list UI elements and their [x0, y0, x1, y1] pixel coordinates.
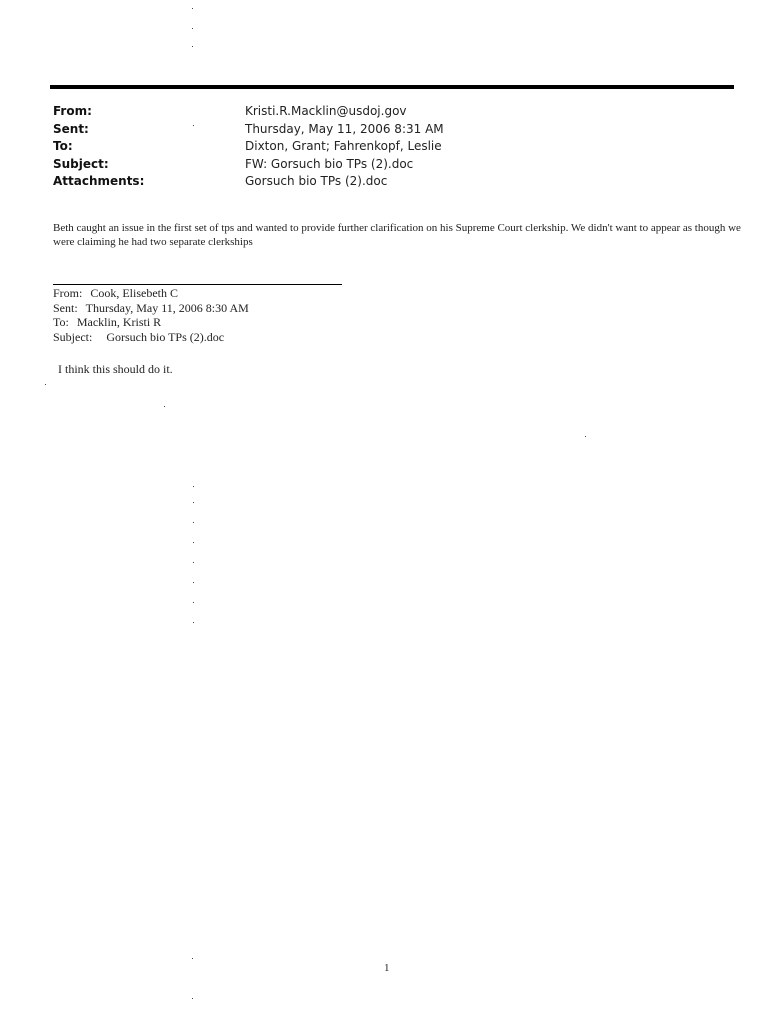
quoted-to-value: Macklin, Kristi R — [76, 315, 162, 329]
quoted-sent-label: Sent: — [53, 300, 78, 315]
from-row — [53, 103, 444, 121]
scan-speck — [193, 622, 194, 623]
scan-speck — [192, 958, 193, 959]
scan-speck — [193, 502, 194, 503]
quoted-divider — [53, 284, 342, 285]
quoted-from-label: From: — [53, 286, 83, 300]
scan-speck — [193, 522, 194, 523]
quoted-subject-row — [53, 330, 249, 345]
quoted-to-row — [53, 315, 249, 330]
subject-row — [53, 156, 444, 174]
from-value: Kristi.R.Macklin@usdoj.gov — [245, 104, 407, 118]
quoted-subject-label: Subject: — [53, 329, 93, 344]
sent-row — [53, 121, 444, 139]
quoted-message: I think this should do it. — [58, 362, 173, 376]
scan-speck — [192, 8, 193, 9]
scan-speck — [193, 602, 194, 603]
message-body: Beth caught an issue in the first set of tps and wanted to provide further clarification on his Supreme Court clerkship. We didn't want to appear as though we were claiming he had two separate clerkships — [53, 222, 741, 248]
sent-value: Thursday, May 11, 2006 8:31 AM — [245, 121, 444, 136]
scan-speck — [193, 486, 194, 487]
scan-speck — [192, 998, 193, 999]
attachments-value: Gorsuch bio TPs (2).doc — [245, 174, 388, 188]
scan-speck — [193, 542, 194, 543]
to-label: To: — [53, 139, 73, 153]
scan-speck — [585, 436, 586, 437]
email-header — [53, 103, 444, 191]
attachments-row — [53, 173, 444, 191]
quoted-header — [53, 286, 249, 344]
quoted-sent-value: Thursday, May 11, 2006 8:30 AM — [85, 300, 249, 315]
page-number: 1 — [384, 962, 390, 974]
header-divider — [50, 85, 734, 89]
scan-speck — [192, 46, 193, 47]
to-value: Dixton, Grant; Fahrenkopf, Leslie — [245, 139, 442, 153]
scan-speck — [193, 582, 194, 583]
subject-value: FW: Gorsuch bio TPs (2).doc — [245, 156, 414, 171]
quoted-subject-value: Gorsuch bio TPs (2).doc — [106, 329, 225, 344]
attachments-label: Attachments: — [53, 174, 145, 188]
scan-speck — [193, 125, 194, 126]
quoted-sent-row — [53, 301, 249, 316]
quoted-to-label: To: — [53, 315, 69, 329]
scan-speck — [192, 28, 193, 29]
to-row — [53, 138, 444, 156]
sent-label: Sent: — [53, 121, 89, 136]
quoted-from-row — [53, 286, 249, 301]
scan-speck — [45, 384, 46, 385]
scan-speck — [164, 406, 165, 407]
subject-label: Subject: — [53, 156, 109, 171]
scan-speck — [193, 562, 194, 563]
quoted-from-value: Cook, Elisebeth C — [90, 286, 179, 300]
from-label: From: — [53, 104, 92, 118]
